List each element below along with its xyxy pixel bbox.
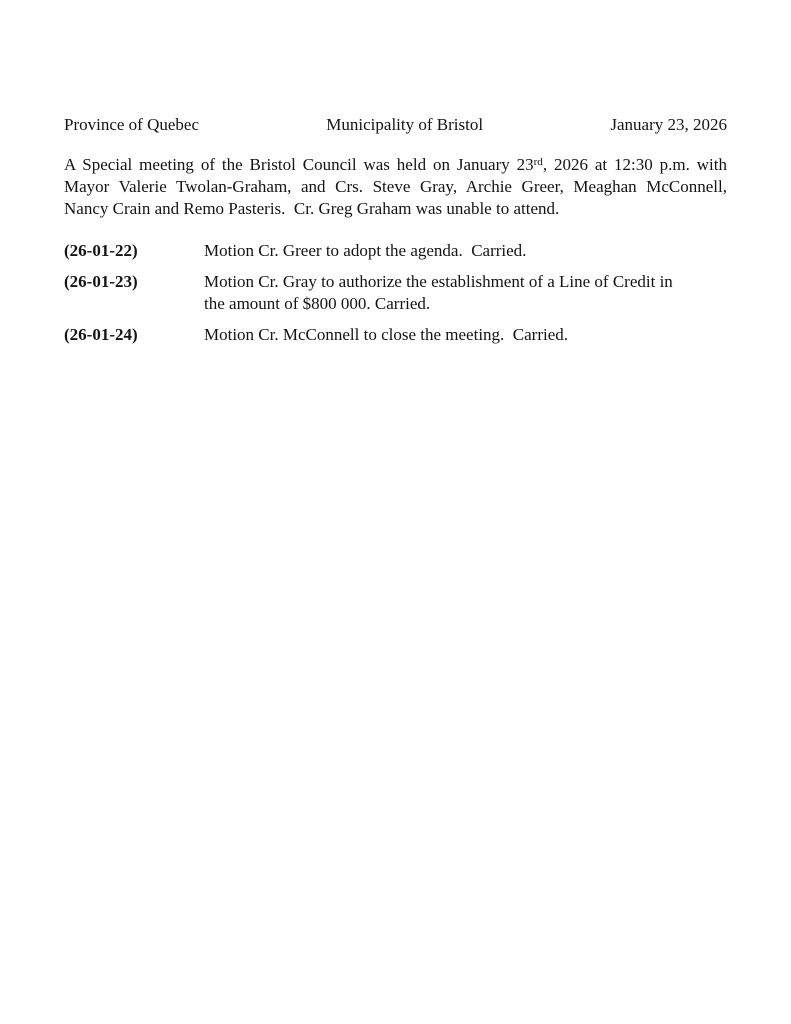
intro-line-3: Nancy Crain and Remo Pasteris. Cr. Greg Graham was unable to attend. [64, 199, 560, 218]
header-date: January 23, 2026 [610, 115, 727, 134]
motion-row [64, 324, 727, 346]
motion-row [64, 271, 727, 315]
motion-number: (26-01-23) [64, 272, 138, 291]
motion-text-line: Motion Cr. McConnell to close the meeting. Carried. [204, 325, 569, 344]
document-header [64, 114, 727, 136]
ordinal-superscript: rd [533, 156, 543, 168]
motion-text-line: the amount of $800 000. Carried. [204, 294, 431, 313]
intro-line-1-pre: A Special meeting of the Bristol Council was held on January 23 [64, 155, 534, 174]
intro-line-1-post: , 2026 at 12:30 p.m. with [542, 155, 727, 174]
motion-text-line: Motion Cr. Gray to authorize the establishment of a Line of Credit in [204, 272, 673, 291]
header-province: Province of Quebec [64, 115, 200, 134]
motion-text [204, 240, 727, 262]
header-municipality: Municipality of Bristol [326, 115, 484, 134]
motion-row [64, 240, 727, 262]
motion-number: (26-01-22) [64, 241, 138, 260]
intro-line-2: Mayor Valerie Twolan-Graham, and Crs. Steve Gray, Archie Greer, Meaghan McConnell, [64, 177, 727, 196]
motion-text [204, 271, 727, 315]
intro-line-1 [64, 154, 727, 176]
motion-number: (26-01-24) [64, 325, 138, 344]
motion-text-line: Motion Cr. Greer to adopt the agenda. Carried. [204, 241, 527, 260]
intro-paragraph [64, 154, 727, 220]
motion-text [204, 324, 727, 346]
